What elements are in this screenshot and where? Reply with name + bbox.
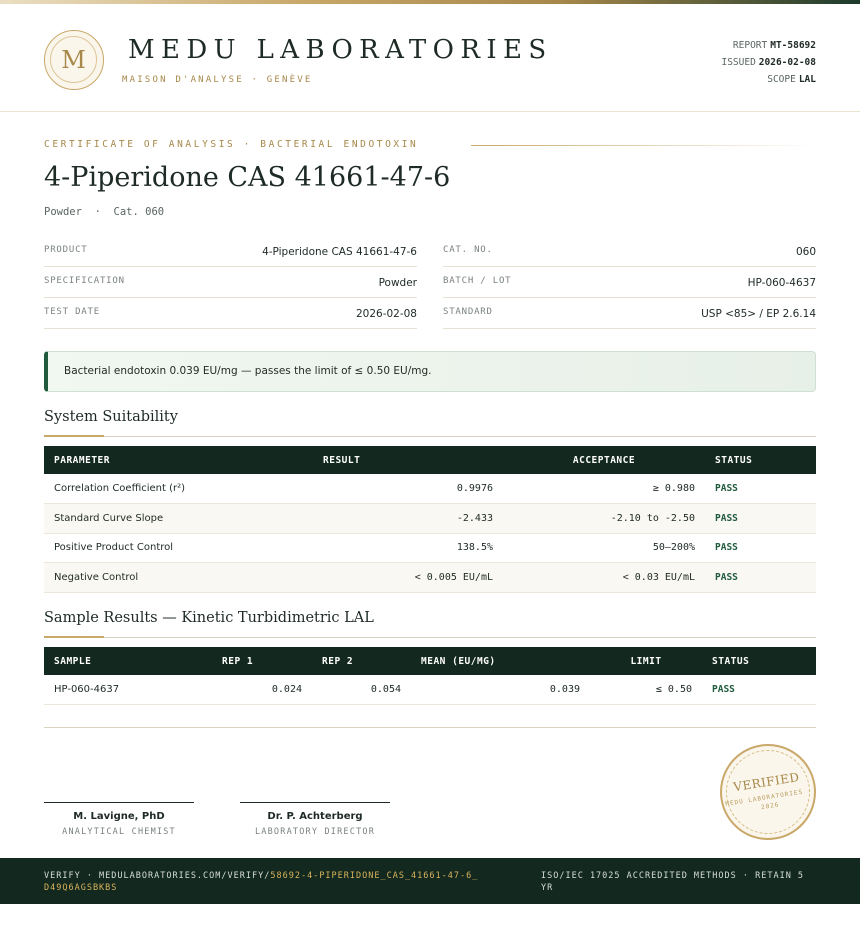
status-badge: PASS [702,675,816,705]
signatory-name: Dr. P. Achterberg [267,811,363,822]
signatory-role: ANALYTICAL CHEMIST [62,827,176,837]
limit-cell: ≤ 0.50 [590,675,702,705]
verification-url[interactable] [44,870,484,894]
rep1-cell: 0.024 [212,675,312,705]
result-cell: -2.433 [313,504,503,534]
stamp-subtext: MEDU LABORATORIES · 2026 [725,787,813,812]
parameter-cell: Standard Curve Slope [44,504,313,534]
column-header: MEAN (EU/MG) [411,647,590,675]
section-rule [44,637,816,638]
section-title-samples: Sample Results — Kinetic Turbidimetric LAL [44,610,374,626]
lab-seal-logo [44,30,104,90]
table-header-row [44,446,816,474]
result-banner [44,351,816,392]
column-header: STATUS [702,647,816,675]
table-row [44,474,816,504]
certificate-kicker: CERTIFICATE OF ANALYSIS · BACTERIAL ENDOTOXIN [44,139,419,150]
acceptance-cell: ≥ 0.980 [503,474,705,504]
table-row [44,504,816,534]
status-badge: PASS [705,533,816,563]
signatory-name: M. Lavigne, PhD [73,811,165,822]
product-title: 4-Piperidone CAS 41661-47-6 [44,162,451,193]
footer-bar [0,858,860,904]
info-row-product: PRODUCT 4-Piperidone CAS 41661-47-6 [44,236,417,267]
accreditation-note: ISO/IEC 17025 ACCREDITED METHODS · RETAIN 5 YR [541,871,805,893]
parameter-cell: Positive Product Control [44,533,313,563]
table-row [44,675,816,705]
letterhead [0,4,860,112]
table-row [44,563,816,593]
column-header: LIMIT [590,647,702,675]
suitability-table [44,446,816,593]
signatory-role: LABORATORY DIRECTOR [254,827,376,837]
column-header: RESULT [313,446,503,474]
result-cell: < 0.005 EU/mL [313,563,503,593]
result-cell: 138.5% [313,533,503,563]
rep2-cell: 0.054 [312,675,411,705]
info-row-test-date: TEST DATE 2026-02-08 [44,298,417,329]
parameter-cell: Negative Control [44,563,313,593]
column-header: SAMPLE [44,647,212,675]
acceptance-cell: < 0.03 EU/mL [503,563,705,593]
info-grid-right [443,236,816,329]
signature-analytical-chemist [44,802,194,837]
section-rule [44,436,816,437]
status-badge: PASS [705,504,816,534]
parameter-cell: Correlation Coefficient (r²) [44,474,313,504]
seal-letter: M [50,36,97,83]
info-grid-left [44,236,417,329]
column-header: STATUS [705,446,816,474]
report-meta [721,37,816,88]
signature-laboratory-director [240,802,390,837]
sample-results-table [44,647,816,705]
table-header-row [44,647,816,675]
verified-stamp [713,737,823,847]
lab-tagline: MAISON D'ANALYSE · GENÈVE [122,75,313,85]
verify-prefix: VERIFY · MEDULABORATORIES.COM/VERIFY/ [44,871,271,881]
mean-cell: 0.039 [411,675,590,705]
column-header: REP 2 [312,647,411,675]
report-number: REPORT MT-58692 [732,40,816,51]
stamp-text: VERIFIED [732,769,801,795]
column-header: REP 1 [212,647,312,675]
status-badge: PASS [705,474,816,504]
result-cell: 0.9976 [313,474,503,504]
acceptance-cell: -2.10 to -2.50 [503,504,705,534]
section-title-suitability: System Suitability [44,409,178,425]
table-row [44,533,816,563]
verify-code: 58692-4-PIPERIDONE_CAS_41661-47-6_D49Q6AGSBKBS [44,871,479,893]
signature-divider [44,727,816,728]
section-accent [44,435,104,437]
status-badge: PASS [705,563,816,593]
scope: SCOPE LAL [767,74,816,85]
kicker-divider [471,145,816,146]
info-row-batch: BATCH / LOT HP-060-4637 [443,267,816,298]
result-summary: Bacterial endotoxin 0.039 EU/mg — passes the limit of ≤ 0.50 EU/mg. [64,365,432,377]
column-header: ACCEPTANCE [503,446,705,474]
column-header: PARAMETER [44,446,313,474]
info-row-specification: SPECIFICATION Powder [44,267,417,298]
info-row-cat-no: CAT. NO. 060 [443,236,816,267]
lab-name: MEDU LABORATORIES [128,35,553,65]
product-subtitle: Powder · Cat. 060 [44,206,165,218]
section-accent [44,636,104,638]
issue-date: ISSUED 2026-02-08 [721,57,816,68]
info-row-standard: STANDARD USP <85> / EP 2.6.14 [443,298,816,329]
acceptance-cell: 50–200% [503,533,705,563]
sample-id-cell: HP-060-4637 [44,675,212,705]
